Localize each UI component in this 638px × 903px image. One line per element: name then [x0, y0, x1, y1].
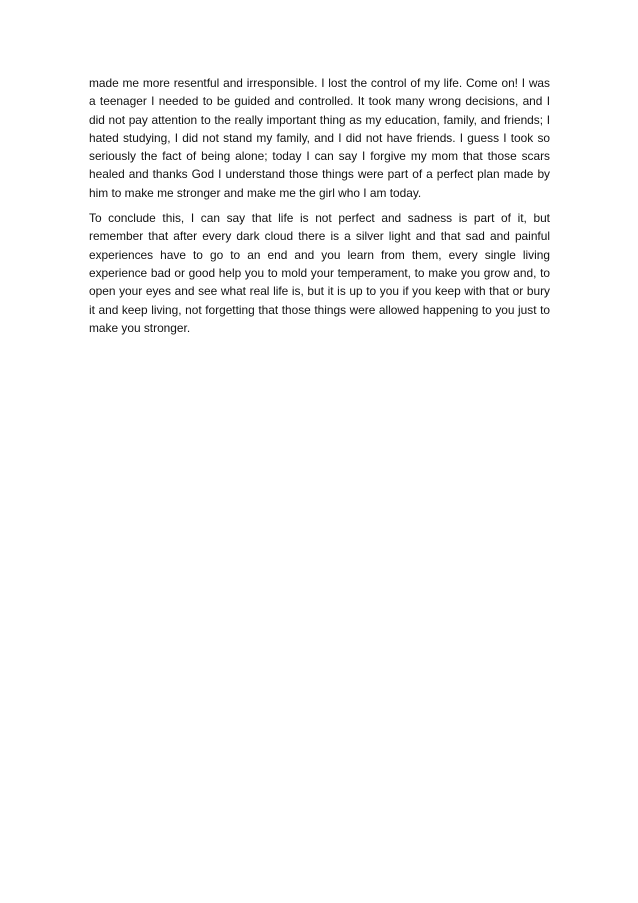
- paragraph-2: To conclude this, I can say that life is not perfect and sadness is part of it, but remember that after every dark cloud there is a silver light and that sad and painful experiences have to go to an end and you learn from them, every single living experience bad or good help you to mold your temperament, to make you grow and, to open your eyes and see what real life is, but it is up to you if you keep with that or bury it and keep living, not forgetting that those things were allowed happening to you just to make you stronger.: [89, 211, 550, 335]
- document-body: [89, 74, 550, 344]
- paragraph-1: made me more resentful and irresponsible. I lost the control of my life. Come on! I was a teenager I needed to be guided and controlled. It took many wrong decisions, and I did not pay attention to the really important thing as my education, family, and friends; I hated studying, I did not stand my family, and I did not have friends. I guess I took so seriously the fact of being alone; today I can say I forgive my mom that those scars healed and thanks God I understand those things were part of a perfect plan made by him to make me stronger and make me the girl who I am today.: [89, 76, 550, 200]
